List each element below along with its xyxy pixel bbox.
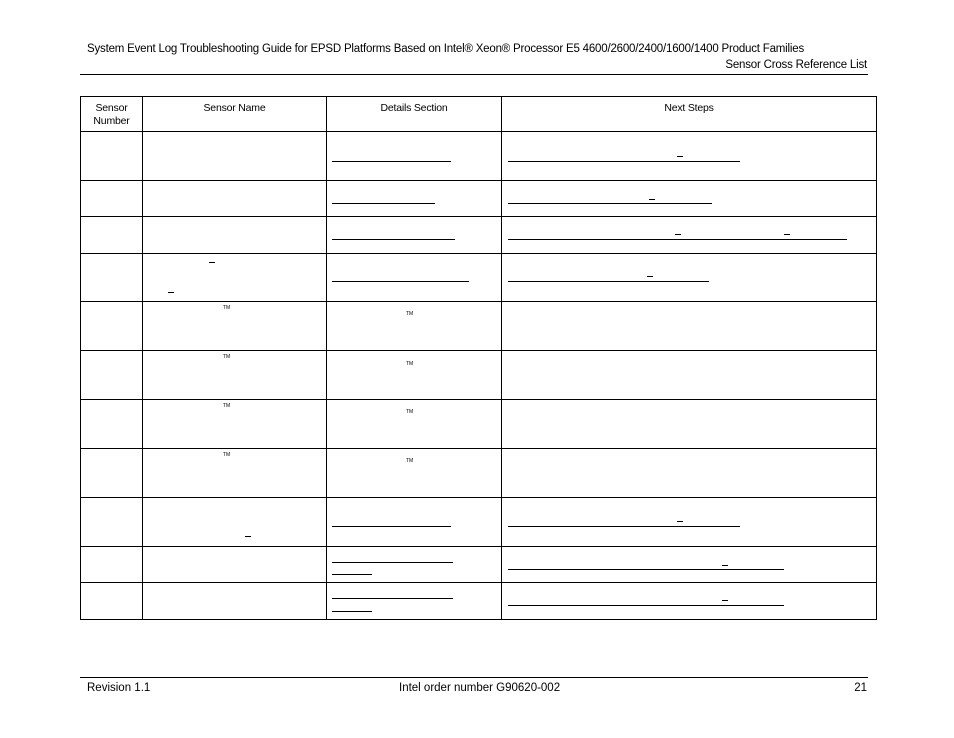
dash-mark [647,276,653,277]
details-section-cell [327,254,502,302]
table-row [81,449,877,498]
details-section-cell [327,351,502,400]
trademark-mark: TM [223,403,231,409]
dash-mark [209,262,215,263]
trademark-mark: TM [406,409,414,415]
table-row [81,583,877,620]
details-section-cell [327,302,502,351]
details-link-underline[interactable] [332,562,453,563]
dash-mark [722,565,728,566]
column-header-next-steps: Next Steps [502,97,877,132]
next-steps-cell [502,498,877,547]
details-link-underline[interactable] [332,611,372,612]
sensor-name-cell [143,547,327,583]
table-row [81,498,877,547]
details-section-cell [327,217,502,254]
next-steps-cell [502,181,877,217]
sensor-number-cell [81,132,143,181]
details-section-cell [327,181,502,217]
trademark-mark: TM [406,311,414,317]
next-steps-cell [502,132,877,181]
details-link-underline[interactable] [332,574,372,575]
table-header-row [81,97,877,132]
footer-rule [80,677,868,678]
next-steps-link-underline[interactable] [508,239,847,240]
column-header-sensor-number: Sensor Number [81,97,143,132]
table-row [81,132,877,181]
page-number: 21 [854,682,867,694]
column-header-details-section: Details Section [327,97,502,132]
sensor-number-cell [81,583,143,620]
sensor-name-cell [143,132,327,181]
next-steps-link-underline[interactable] [508,203,712,204]
dash-mark [168,292,174,293]
next-steps-link-underline[interactable] [508,605,784,606]
table-row [81,217,877,254]
details-section-cell [327,449,502,498]
details-link-underline[interactable] [332,203,435,204]
trademark-mark: TM [223,305,231,311]
header-rule [80,74,868,75]
sensor-name-cell [143,351,327,400]
dash-mark [677,521,683,522]
sensor-number-cell [81,498,143,547]
next-steps-cell [502,351,877,400]
sensor-name-cell [143,498,327,547]
details-link-underline[interactable] [332,281,469,282]
sensor-number-cell [81,400,143,449]
table-row [81,254,877,302]
next-steps-cell [502,302,877,351]
sensor-number-cell [81,449,143,498]
dash-mark [784,234,790,235]
table-row [81,351,877,400]
trademark-mark: TM [406,458,414,464]
sensor-number-cell [81,254,143,302]
section-title: Sensor Cross Reference List [725,59,867,71]
table-row [81,181,877,217]
details-section-cell [327,498,502,547]
next-steps-cell [502,217,877,254]
sensor-number-cell [81,217,143,254]
dash-mark [722,600,728,601]
sensor-name-cell [143,217,327,254]
details-section-cell [327,583,502,620]
dash-mark [677,156,683,157]
details-link-underline[interactable] [332,161,451,162]
next-steps-link-underline[interactable] [508,569,784,570]
table-row [81,547,877,583]
sensor-number-cell [81,351,143,400]
table-row [81,400,877,449]
sensor-number-cell [81,547,143,583]
order-number: Intel order number G90620-002 [399,682,561,694]
details-section-cell [327,400,502,449]
sensor-name-cell [143,583,327,620]
sensor-number-cell [81,181,143,217]
column-header-sensor-name: Sensor Name [143,97,327,132]
sensor-name-cell [143,400,327,449]
document-title: System Event Log Troubleshooting Guide for EPSD Platforms Based on Intel® Xeon® Processor E5 4600/2600/2400/1600/1400 Product Families [87,43,804,55]
next-steps-cell [502,583,877,620]
next-steps-cell [502,254,877,302]
next-steps-link-underline[interactable] [508,281,709,282]
next-steps-link-underline[interactable] [508,161,740,162]
sensor-table [80,96,877,620]
revision-label: Revision 1.1 [87,682,151,694]
details-link-underline[interactable] [332,526,451,527]
dash-mark [649,199,655,200]
details-link-underline[interactable] [332,239,455,240]
details-section-cell [327,132,502,181]
sensor-name-cell [143,449,327,498]
sensor-name-cell [143,302,327,351]
details-link-underline[interactable] [332,598,453,599]
sensor-name-cell [143,181,327,217]
dash-mark [675,234,681,235]
table-row [81,302,877,351]
sensor-name-cell [143,254,327,302]
trademark-mark: TM [406,361,414,367]
sensor-number-cell [81,302,143,351]
details-section-cell [327,547,502,583]
next-steps-link-underline[interactable] [508,526,740,527]
trademark-mark: TM [223,452,231,458]
next-steps-cell [502,449,877,498]
dash-mark [245,536,251,537]
next-steps-cell [502,547,877,583]
trademark-mark: TM [223,354,231,360]
next-steps-cell [502,400,877,449]
